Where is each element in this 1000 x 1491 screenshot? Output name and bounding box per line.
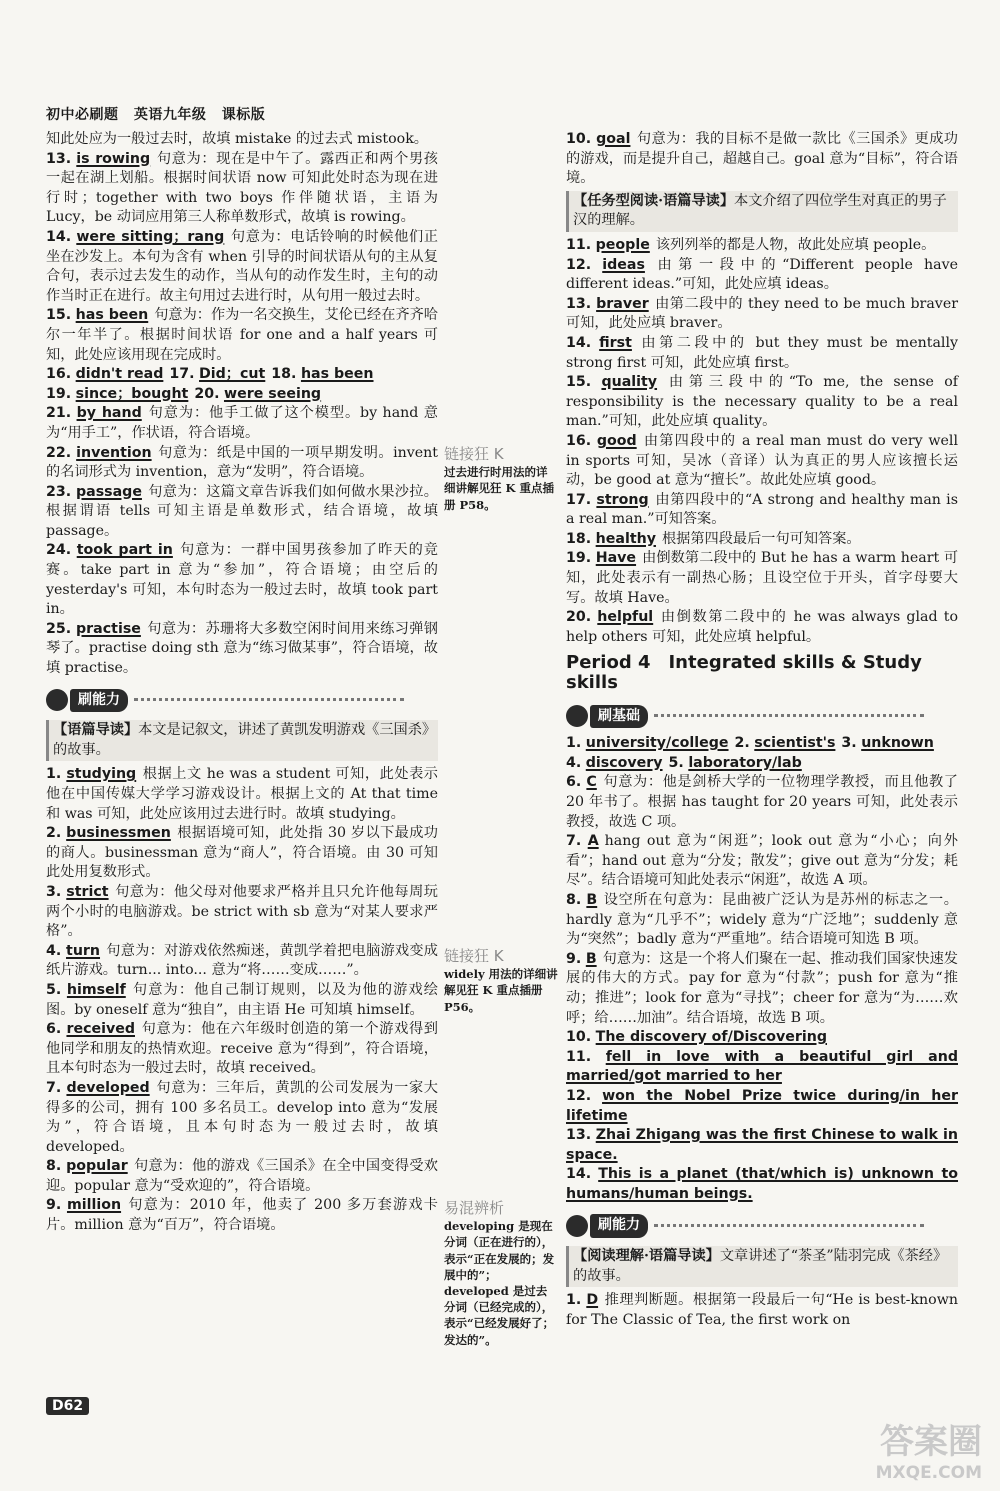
answer-item <box>566 432 958 491</box>
answer-text: strong <box>596 491 649 508</box>
answer-text: ideas <box>602 256 645 273</box>
margin-note-text: 过去进行时用法的详细讲解见狂 K 重点插册 P58。 <box>444 465 555 512</box>
answer-text: turn <box>66 942 101 959</box>
answer-item <box>566 832 958 891</box>
running-header <box>46 104 275 124</box>
guide-heading: 【任务型阅读·语篇导读】 <box>573 192 735 209</box>
item-number: 17. <box>169 366 195 383</box>
explanation: 句意为：他自己制订规则，以及为他的游戏绘图。by oneself 意为“独自”，由主语 He 可知填 himself。 <box>46 981 438 1018</box>
answer-text: practise <box>76 620 141 637</box>
explanation: 根据上文 he was a student 可知，此处表示他在中国传媒大学学习游戏设计。根据上文的 At that time 和 was 可知，此处应该用过去进行时。故填 studying。 <box>46 766 438 822</box>
item-number: 17. <box>566 491 592 508</box>
guide-heading: 【语篇导读】 <box>53 722 139 739</box>
answer-item <box>566 373 958 432</box>
item-number: 3. <box>841 735 857 752</box>
item-number: 20. <box>566 609 592 626</box>
subject-label: 英语九年级 <box>133 107 207 123</box>
answer-item <box>566 256 958 295</box>
book-title: 初中必刷题 <box>46 107 119 123</box>
answer-item <box>566 1048 958 1087</box>
item-number: 4. <box>46 942 62 959</box>
item-number: 11. <box>566 236 592 253</box>
item-number: 18. <box>271 366 297 383</box>
guide-heading: 【阅读理解·语篇导读】 <box>573 1248 720 1265</box>
answer-item <box>566 1165 958 1204</box>
explanation: 句意为：他手工做了这个模型。by hand 意为“用手工”，作状语，符合语境。 <box>46 405 438 441</box>
answer-item <box>46 620 438 679</box>
explanation: 句意为：现在是中午了。露西正和两个男孩一起在湖上划船。根据时间状语 now 可知此处时态为现在进行时；together with two boys 作伴随状语，主语为 Lucy，be 动词应用第三人称单数形式，故填 is rowing。 <box>46 150 438 226</box>
answer-text: Have <box>595 550 637 567</box>
answer-item <box>46 541 438 619</box>
section-badge-label: 刷能力 <box>590 1214 648 1238</box>
explanation: 句意为：我的目标不是做一款比《三国杀》更成功的游戏，而是提升自己，超越自己。goal 意为“目标”，符合语境。 <box>566 131 958 187</box>
answer-item <box>566 1291 958 1330</box>
pen-icon <box>566 1215 588 1237</box>
explanation: 句意为：他是剑桥大学的一位物理学教授，而且他教了 20 年书了。根据 has taught for 20 years 可知，此处表示教授，故选 C 项。 <box>566 774 958 830</box>
pen-icon <box>566 705 588 727</box>
explanation: 句意为：纸是中国的一项早期发明。invent 的名词形式为 invention，意为“发明”，符合语境。 <box>46 444 438 481</box>
answer-text: Did；cut <box>199 366 266 383</box>
answer-text: A <box>587 833 599 850</box>
answer-item <box>46 1157 438 1196</box>
answer-text: C <box>586 774 597 791</box>
guide-text: 文章讲述了“茶圣”陆羽完成《茶经》的故事。 <box>573 1248 948 1284</box>
answer-item <box>566 295 958 334</box>
period-heading: Period 4 Integrated skills & Study skills <box>566 652 922 694</box>
item-number: 6. <box>46 1021 62 1038</box>
dotted-rule <box>654 1224 924 1229</box>
answer-text: fell in love with a beautiful girl and married/got married to her <box>566 1048 958 1085</box>
item-number: 3. <box>46 883 62 900</box>
explanation: 句意为：一群中国男孩参加了昨天的竞赛。take part in 意为“参加”，符合语境；由空后的 yesterday's 可知，本句时态为一般过去时，故填 took part in。 <box>46 542 438 618</box>
answer-text: laboratory/lab <box>688 754 802 771</box>
item-number: 11. <box>566 1048 592 1065</box>
answer-item <box>46 883 438 942</box>
margin-note-text: widely 用法的详细讲解见狂 K 重点插册 P56。 <box>444 967 558 1014</box>
answer-text: good <box>596 432 637 449</box>
answer-text: This is a planet (that/which is) unknown to humans/human beings. <box>566 1166 959 1202</box>
answer-item <box>566 236 958 256</box>
explanation: 句意为：2010 年，他卖了 200 多万套游戏卡片。million 意为“百万”，符合语境。 <box>46 1197 438 1234</box>
answer-item <box>46 824 438 883</box>
answer-text: passage <box>75 483 142 500</box>
answer-row <box>566 734 958 754</box>
answer-item <box>46 981 438 1020</box>
explanation: 句意为：他在六年级时创造的第一个游戏得到他同学和朋友的热情欢迎。receive 意为“得到”，符合语境，且本句时态为一般过去时，故填 received。 <box>46 1021 438 1077</box>
answer-item <box>46 483 438 542</box>
answer-row <box>46 385 438 405</box>
item-number: 19. <box>46 385 72 402</box>
explanation: 由第二段中的 but they must be mentally strong first 可知，此处应填 first。 <box>566 334 958 371</box>
reading-guide <box>46 720 438 761</box>
item-number: 25. <box>46 620 72 637</box>
answer-item <box>566 1126 958 1165</box>
answer-item <box>566 950 958 1028</box>
item-number: 23. <box>46 483 72 500</box>
answer-text: won the Nobel Prize twice during/in her lifetime <box>566 1087 959 1124</box>
margin-note <box>444 948 558 1015</box>
edition-label: 课标版 <box>221 107 266 123</box>
answer-item <box>46 444 438 483</box>
answer-row <box>46 365 438 385</box>
section-badge <box>46 689 404 713</box>
reading-guide <box>566 1246 958 1287</box>
answer-text: has been <box>300 366 374 383</box>
explanation: 由倒数第二段中的 he was always glad to help others 可知，此处应填 helpful。 <box>566 609 958 645</box>
explanation: 句意为：三年后，黄凯的公司发展为一家大得多的公司，拥有 100 多名员工。develop into 意为“发展为”，符合语境，且本句时态为一般过去时，故填 developed。 <box>46 1079 438 1155</box>
answer-text: scientist's <box>754 735 836 752</box>
watermark-logo: 答案圈 <box>880 1422 982 1462</box>
answer-text: studying <box>66 766 137 783</box>
explanation: 句意为：作为一名交换生，艾伦已经在齐齐哈尔一年半了。根据时间状语 for one and a half years 可知，此处应该用现在完成时。 <box>46 307 438 363</box>
item-number: 9. <box>566 950 582 967</box>
item-number: 7. <box>566 833 582 850</box>
answer-text: braver <box>596 295 649 312</box>
answer-text: quality <box>601 374 658 391</box>
item-number: 13. <box>566 1127 592 1144</box>
item-number: 9. <box>46 1197 62 1214</box>
item-number: 8. <box>566 891 582 908</box>
answer-text: first <box>599 334 632 351</box>
answer-text: university/college <box>585 735 729 752</box>
explanation: 推理判断题。根据第一段最后一句“He is best-known for The Classic of Tea, the first work on <box>566 1292 958 1328</box>
answer-item <box>566 608 958 647</box>
guide-text: 本文介绍了四位学生对真正的男子汉的理解。 <box>573 192 947 229</box>
item-number: 7. <box>46 1079 62 1096</box>
answer-item <box>566 1087 958 1126</box>
answer-item <box>46 765 438 824</box>
answer-text: healthy <box>595 530 656 547</box>
margin-note <box>444 1200 558 1348</box>
section-badge <box>566 705 924 729</box>
item-number: 8. <box>46 1158 62 1175</box>
left-column <box>46 130 438 1236</box>
explanation: 句意为：他父母对他要求严格并且只允许他每周玩两个小时的电脑游戏。be strict with sb 意为“对某人要求严格”。 <box>46 883 438 940</box>
item-number: 15. <box>566 374 592 391</box>
item-number: 5. <box>668 754 684 771</box>
answer-text: The discovery of/Discovering <box>595 1029 827 1046</box>
right-column <box>566 130 958 1330</box>
item-number: 22. <box>46 444 72 461</box>
answer-item <box>46 1196 438 1235</box>
item-number: 20. <box>194 385 220 402</box>
item-number: 24. <box>46 542 72 559</box>
item-number: 16. <box>566 432 592 449</box>
answer-text: invention <box>76 444 152 461</box>
item-number: 10. <box>566 131 592 147</box>
item-number: 12. <box>566 1087 592 1104</box>
explanation: 该列列举的都是人物，故此处应填 people。 <box>655 236 936 253</box>
answer-item <box>46 130 438 150</box>
explanation: 根据第四段最后一句可知答案。 <box>661 530 861 547</box>
answer-text: businessmen <box>66 825 171 842</box>
answer-item <box>566 891 958 950</box>
explanation: 句意为：对游戏依然痴迷，黄凯学着把电脑游戏变成纸片游戏。turn... into... 意为“将……变成……”。 <box>46 942 438 979</box>
answer-item <box>566 491 958 530</box>
answer-text: discovery <box>585 754 663 771</box>
margin-note-title: 易混辨析 <box>444 1199 505 1217</box>
explanation: 由第二段中的 they need to be much braver 可知，此处应填 braver。 <box>566 295 958 332</box>
answer-text: by hand <box>76 405 142 422</box>
watermark <box>876 1414 982 1483</box>
dotted-rule <box>134 698 404 703</box>
section-badge-label: 刷基础 <box>590 705 648 729</box>
margin-note <box>444 446 558 513</box>
explanation: 由第一段中的“Different people have different ideas.”可知，此处应填 ideas。 <box>566 256 958 293</box>
answer-text: were sitting；rang <box>76 228 225 245</box>
answer-item <box>46 150 438 228</box>
item-number: 5. <box>46 981 62 998</box>
explanation: 由第三段中的“To me, the sense of responsibility is the necessary quality to be a real man.”可知，此处应填 quality。 <box>566 374 958 430</box>
answer-text: were seeing <box>223 385 322 402</box>
item-number: 1. <box>566 735 582 752</box>
answer-item <box>46 228 438 306</box>
answer-text: B <box>586 891 598 908</box>
answer-text: didn't read <box>75 366 164 383</box>
item-number: 21. <box>46 405 72 422</box>
explanation: 根据语境可知，此处指 30 岁以下最成功的商人。businessman 意为“商人”，符合语境。由 30 可知此处用复数形式。 <box>46 825 438 881</box>
item-number: 19. <box>566 550 592 567</box>
margin-note-title: 链接狂 K <box>444 445 504 463</box>
answer-text: people <box>595 236 650 253</box>
item-number: 14. <box>46 228 72 245</box>
item-number: 14. <box>566 1166 592 1183</box>
explanation: 由倒数第二段中的 But he has a warm heart 可知，此处表示有一副热心肠；且设空位于开头，首字母要大写。故填 Have。 <box>566 550 959 606</box>
answer-text: himself <box>66 981 126 998</box>
answer-text: since；bought <box>75 385 189 402</box>
explanation: 知此处应为一般过去时，故填 mistake 的过去式 mistook。 <box>46 131 428 147</box>
item-number: 16. <box>46 366 72 383</box>
reading-guide <box>566 191 958 232</box>
item-number: 1. <box>46 766 62 783</box>
watermark-url: MXQE.COM <box>875 1463 982 1483</box>
item-number: 14. <box>566 334 592 351</box>
answer-text: B <box>585 950 597 967</box>
margin-note-text: developing 是现在分词（正在进行的），表示“正在发展的；发展中的”；developed 是过去分词（已经完成的），表示“已经发展好了；发达的”。 <box>444 1219 555 1347</box>
answer-text: Zhai Zhigang was the first Chinese to walk in space. <box>566 1127 958 1163</box>
guide-text: 本文是记叙文，讲述了黄凯发明游戏《三国杀》的故事。 <box>53 722 429 758</box>
explanation: 句意为：这篇文章告诉我们如何做水果沙拉。根据谓语 tells 可知主语是单数形式，结合语境，故填 passage。 <box>46 483 438 539</box>
item-number: 12. <box>566 256 592 273</box>
item-number: 18. <box>566 530 592 547</box>
answer-text: unknown <box>861 735 934 752</box>
explanation: 由第四段中的“A strong and healthy man is a real man.”可知答案。 <box>566 491 958 528</box>
answer-item <box>566 530 958 550</box>
item-number: 1. <box>566 1292 582 1309</box>
answer-item <box>566 334 958 373</box>
explanation: 设空所在句意为：昆曲被广泛认为是苏州的标志之一。hardly 意为“几乎不”；widely 意为“广泛地”；suddenly 意为“突然”；badly 意为“严重地”。结合语境可知选 B 项。 <box>566 891 958 948</box>
answer-text: developed <box>66 1079 150 1096</box>
answer-item <box>46 942 438 981</box>
answer-item <box>566 1028 958 1048</box>
margin-note-title: 链接狂 K <box>444 947 504 965</box>
section-badge <box>566 1214 924 1238</box>
item-number: 15. <box>46 307 72 324</box>
answer-text: million <box>66 1197 122 1214</box>
item-number: 13. <box>46 150 72 167</box>
explanation: 句意为：他的游戏《三国杀》在全中国变得受欢迎。popular 意为“受欢迎的”，符合语境。 <box>46 1158 438 1194</box>
answer-item <box>46 404 438 443</box>
section-badge-label: 刷能力 <box>70 689 128 713</box>
answer-text: goal <box>596 131 631 147</box>
answer-text: D <box>586 1292 599 1309</box>
explanation: 句意为：电话铃响的时候他们正坐在沙发上。本句为含有 when 引导的时间状语从句的主从复合句，表示过去发生的动作，当从句的动作发生时，主句的动作当时正在进行。故主句用过去进行时，从句用一般过去时。 <box>46 228 438 304</box>
answer-text: took part in <box>76 542 173 559</box>
answer-text: helpful <box>597 609 654 626</box>
item-number: 2. <box>46 825 62 842</box>
answer-text: received <box>66 1021 135 1038</box>
answer-item <box>46 1020 438 1079</box>
pen-icon <box>46 689 68 711</box>
answer-item <box>46 1079 438 1157</box>
answer-item <box>566 130 958 189</box>
answer-text: popular <box>66 1158 128 1175</box>
explanation: 句意为：苏珊将大多数空闲时间用来练习弹钢琴了。practise doing sth 意为“练习做某事”，符合语境，故填 practise。 <box>46 620 438 677</box>
answer-text: strict <box>66 883 109 900</box>
page-number: D62 <box>46 1397 89 1415</box>
item-number: 2. <box>734 735 750 752</box>
explanation: 由第四段中的 a real man must do very well in sports 可知，吴冰（音译）认为真正的男人应该擅长运动，be good at 意为“擅长”。故此处应填 good。 <box>566 432 958 489</box>
answer-row <box>566 754 958 774</box>
item-number: 4. <box>566 754 582 771</box>
answer-item <box>566 773 958 832</box>
explanation: hang out 意为“闲逛”；look out 意为“小心；向外看”；hand out 意为“分发；散发”；give out 意为“分发；耗尽”。结合语境可知此处表示“闲逛”，故选 A 项。 <box>566 833 958 889</box>
answer-item <box>46 306 438 365</box>
item-number: 6. <box>566 774 582 791</box>
answer-item <box>566 549 958 608</box>
answer-text: has been <box>75 307 149 324</box>
dotted-rule <box>654 714 924 719</box>
answer-text: is rowing <box>76 150 151 167</box>
item-number: 10. <box>566 1029 592 1046</box>
item-number: 13. <box>566 295 592 312</box>
explanation: 句意为：这是一个将人们聚在一起、推动我们国家快速发展的伟大的方式。pay for 意为“付款”；push for 意为“推动；推进”；look for 意为“寻找”；cheer for 意为“为……欢呼；给……加油”。结合语境，故选 B 项。 <box>566 950 958 1026</box>
